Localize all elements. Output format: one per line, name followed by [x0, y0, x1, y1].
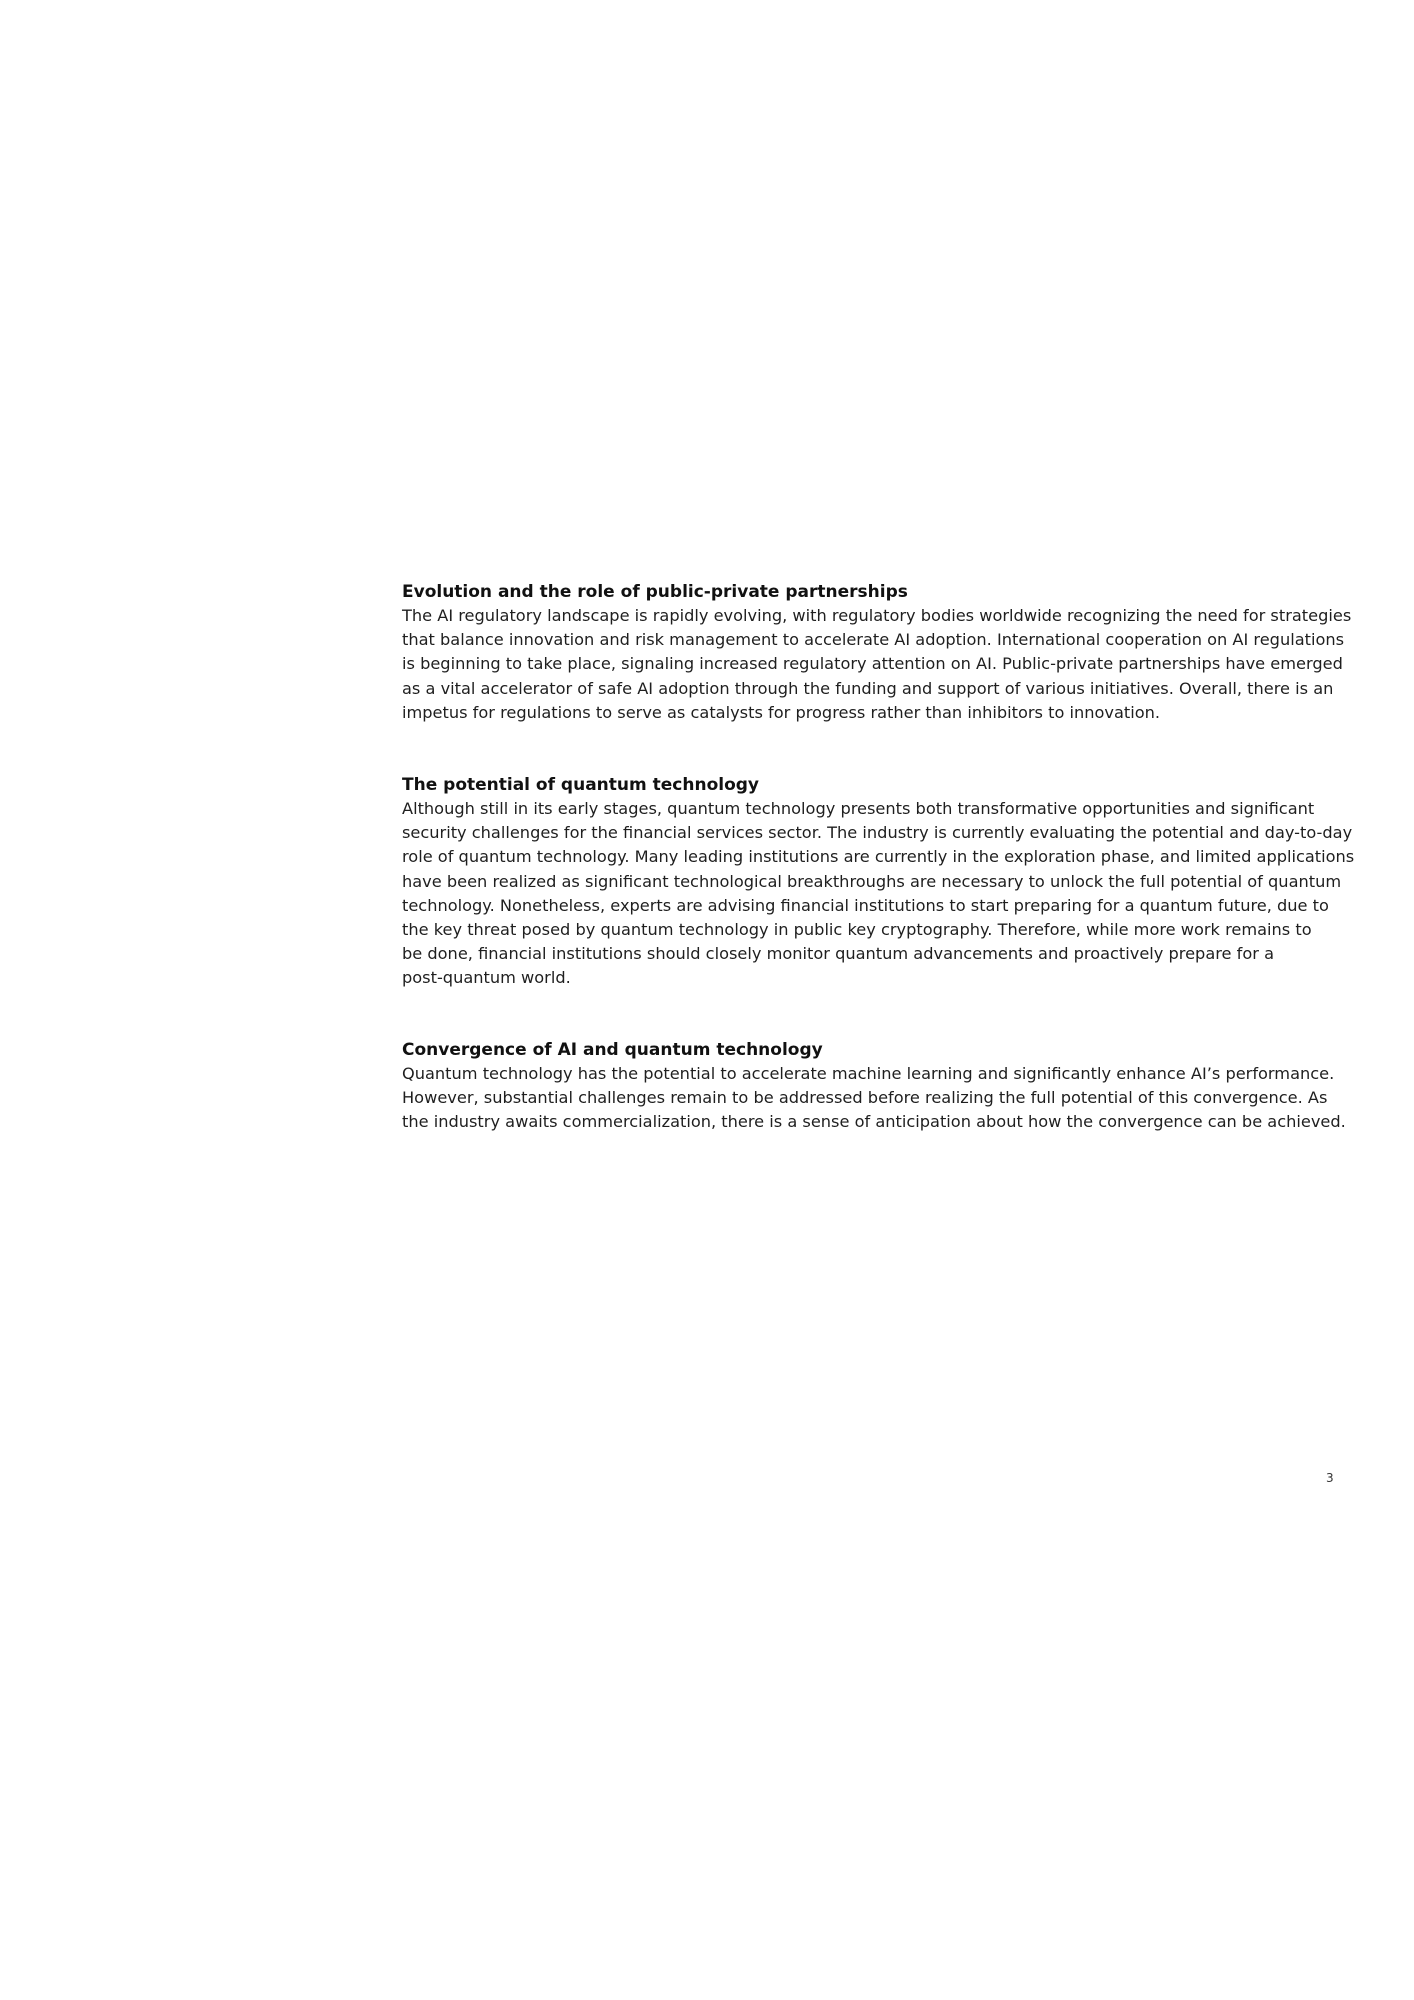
page-number: 3: [1326, 1471, 1334, 1485]
body-line: have been realized as significant technological breakthroughs are necessary to unlock the full potential of quantum: [402, 871, 1342, 891]
body-line: security challenges for the financial services sector. The industry is currently evaluating the potential and day-to-day: [402, 823, 1353, 843]
section-heading: Convergence of AI and quantum technology: [402, 1040, 823, 1060]
section-heading: The potential of quantum technology: [402, 775, 759, 795]
section-body: [402, 797, 1355, 991]
body-line: that balance innovation and risk management to accelerate AI adoption. International cooperation on AI regulations: [402, 630, 1345, 650]
section-body: [402, 604, 1352, 725]
body-line: Although still in its early stages, quantum technology presents both transformative opportunities and significant: [402, 799, 1315, 818]
body-line: However, substantial challenges remain to be addressed before realizing the full potential of this convergence. As: [402, 1088, 1328, 1108]
section-body: [402, 1062, 1346, 1135]
section-public-private-partnerships: [402, 580, 1352, 725]
body-line: as a vital accelerator of safe AI adoption through the funding and support of various initiatives. Overall, there is an: [402, 678, 1334, 698]
body-line: Quantum technology has the potential to accelerate machine learning and significantly enhance AI’s performance.: [402, 1064, 1335, 1083]
body-line: role of quantum technology. Many leading institutions are currently in the exploration phase, and limited applications: [402, 847, 1355, 867]
body-line: post-quantum world.: [402, 968, 571, 988]
section-heading: Evolution and the role of public-private partnerships: [402, 582, 908, 602]
body-line: technology. Nonetheless, experts are advising financial institutions to start preparing for a quantum future, due to: [402, 895, 1329, 915]
body-line: impetus for regulations to serve as catalysts for progress rather than inhibitors to innovation.: [402, 702, 1161, 722]
section-ai-quantum-convergence: [402, 1038, 1346, 1135]
body-line: is beginning to take place, signaling increased regulatory attention on AI. Public-private partnerships have emerged: [402, 654, 1343, 674]
body-line: be done, financial institutions should closely monitor quantum advancements and proactively prepare for a: [402, 944, 1274, 964]
body-line: The AI regulatory landscape is rapidly evolving, with regulatory bodies worldwide recognizing the need for strategies: [402, 606, 1352, 625]
body-line: the key threat posed by quantum technology in public key cryptography. Therefore, while more work remains to: [402, 920, 1312, 940]
body-line: the industry awaits commercialization, there is a sense of anticipation about how the convergence can be achieved.: [402, 1112, 1346, 1132]
section-quantum-technology: [402, 773, 1355, 991]
